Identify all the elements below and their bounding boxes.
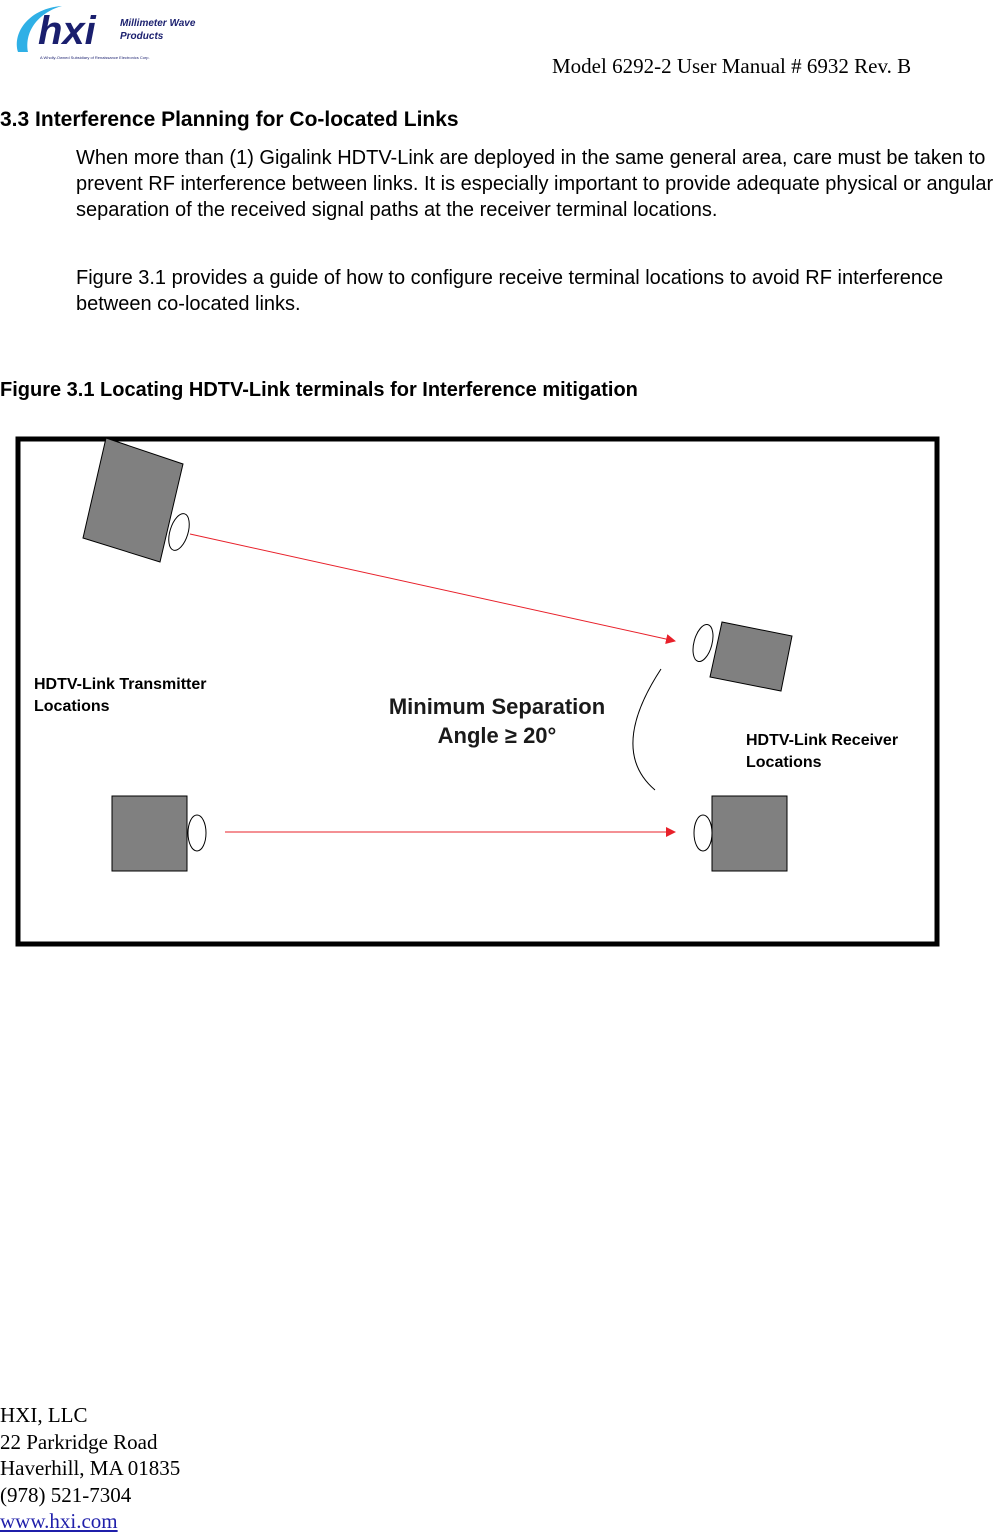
website-link[interactable]: www.hxi.com [0, 1509, 118, 1533]
hxi-logo [10, 2, 210, 64]
separation-angle-label: Angle ≥ 20° [437, 723, 557, 748]
street-address: 22 Parkridge Road [0, 1429, 158, 1454]
transmitter-antenna [188, 815, 206, 851]
city-address: Haverhill, MA 01835 [0, 1456, 181, 1480]
logo-tagline-1: Millimeter Wave [120, 18, 196, 29]
interference-diagram [0, 430, 960, 960]
logo-wordmark: hxi [38, 9, 96, 53]
company-address-block [0, 1402, 180, 1535]
logo-subtitle: A Wholly-Owned Subsidiary of Renaissance Electronics Corp. [40, 55, 150, 60]
receiver-locations-label: Locations [746, 754, 822, 771]
document-header-title: Model 6292-2 User Manual # 6932 Rev. B [552, 54, 912, 78]
body-paragraph: Figure 3.1 provides a guide of how to configure receive terminal locations to avoid RF interference between co-located links. [76, 267, 944, 315]
transmitter-locations-label: HDTV-Link Transmitter [34, 676, 207, 693]
receiver-terminal [712, 796, 787, 871]
company-name: HXI, LLC [0, 1403, 88, 1427]
transmitter-locations-label: Locations [34, 698, 110, 715]
body-paragraph: When more than (1) Gigalink HDTV-Link are deployed in the same general area, care must be taken to prevent RF interference between links. It is especially important to provide adequate physical or angular separation of the received signal paths at the receiver terminal locations. [76, 147, 994, 221]
logo-tagline-2: Products [120, 31, 164, 42]
receiver-antenna [694, 815, 712, 851]
separation-angle-label: Minimum Separation [388, 694, 606, 719]
phone-number: (978) 521-7304 [0, 1482, 132, 1507]
section-heading: 3.3 Interference Planning for Co-located Links [0, 108, 459, 131]
figure-title: Figure 3.1 Locating HDTV-Link terminals for Interference mitigation [0, 379, 638, 401]
receiver-locations-label: HDTV-Link Receiver [746, 732, 899, 749]
transmitter-terminal [112, 796, 187, 871]
